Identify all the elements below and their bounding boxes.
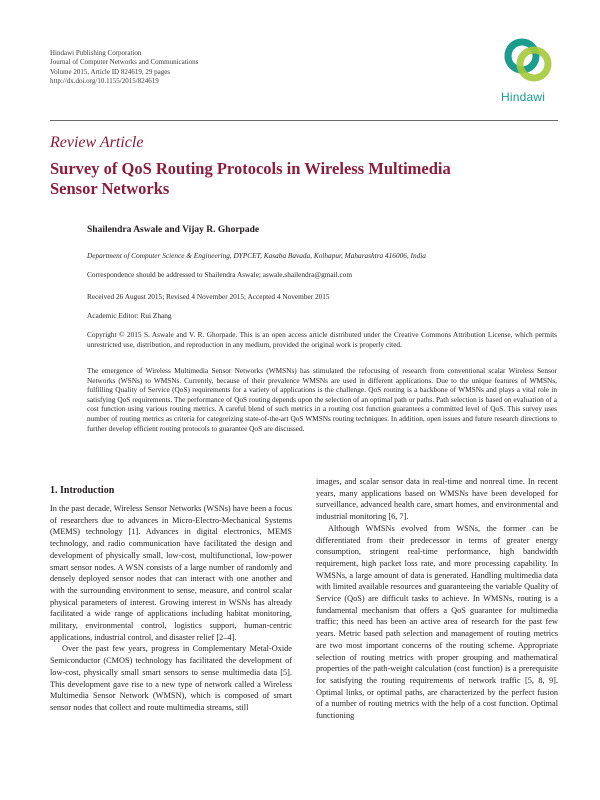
hindawi-logo-icon xyxy=(498,30,558,90)
affiliation: Department of Computer Science & Engineering, DYPCET, Kasaba Bavada, Kolhapur, Maharashtra 416006, India xyxy=(87,251,426,260)
journal-header xyxy=(50,49,198,86)
authors: Shailendra Aswale and Vijay R. Ghorpade xyxy=(87,225,260,235)
hindawi-logo xyxy=(498,30,558,110)
paragraph: Over the past few years, progress in Complementary Metal-Oxide Semiconductor (CMOS) technology has facilitated the development of low-cost, physically small smart sensors to sense multimedia data [5]. This development gave rise to a new type of network called a Wireless Multimedia Sensor Network (WMSN), which is composed of smart sensor nodes that collect and route multimedia streams, still xyxy=(50,644,292,712)
header-divider xyxy=(50,120,558,121)
abstract: The emergence of Wireless Multimedia Sensor Networks (WMSNs) has stimulated the refocusing of research from conventional scalar Wireless Sensor Networks (WSNs) to WMSNs. Currently, because of their prevalence WMSNs are used in different applications. Due to the unique features of WMSNs, fulfilling Quality of Service (QoS) requirements for a variety of applications is the challenge. QoS routing is a backbone of WMSNs and plays a vital role in satisfying QoS requirements. The performance of QoS routing depends upon the selection of an optimal path or paths. Path selection is based on evaluation of a cost function using various routing metrics. A careful blend of such metrics in a routing cost function guarantees a committed level of QoS. This survey uses number of routing metrics as criteria for categorizing state-of-the-art QoS WMSNs routing techniques. In addition, open issues and future research directions to further develop efficient routing protocols to guarantee QoS are discussed. xyxy=(87,366,557,433)
hindawi-logo-text: Hindawi xyxy=(501,90,546,104)
correspondence: Correspondence should be addressed to Shailendra Aswale; aswale.shailendra@gmail.com xyxy=(87,270,353,279)
volume-info: Volume 2015, Article ID 824619, 29 pages xyxy=(50,67,171,76)
right-column xyxy=(316,476,558,722)
paragraph: images, and scalar sensor data in real-time and nonreal time. In recent years, many applications based on WMSNs have been developed for surveillance, advanced health care, smart homes, and environmental and industrial monitoring [6, 7]. xyxy=(316,477,558,522)
academic-editor: Academic Editor: Rui Zhang xyxy=(87,311,172,320)
doi-link[interactable]: http://dx.doi.org/10.1155/2015/824619 xyxy=(50,76,159,85)
section-heading-introduction: 1. Introduction xyxy=(50,485,115,496)
paragraph: In the past decade, Wireless Sensor Networks (WSNs) have been a focus of researchers due to advances in Micro-Electro-Mechanical Systems (MEMS) technology [1]. Advances in digital electronics, MEMS technology, and radio communication have facilitated the design and development of physically small, low-cost, multifunctional, low-power smart sensor nodes. A WSN consists of a large number of randomly and densely deployed sensor nodes that can interact with one another and with the surrounding environment to sense, measure, and control scalar physical parameters of interest. Growing interest in WSNs has already facilitated a wide range of applications including habitat monitoring, military, environmental control, logistics support, human-centric applications, industrial control, and disaster relief [2–4]. xyxy=(50,504,292,642)
received-dates: Received 26 August 2015; Revised 4 November 2015; Accepted 4 November 2015 xyxy=(87,292,330,301)
paragraph: Although WMSNs evolved from WSNs, the former can be differentiated from their predecessor in terms of greater energy consumption, stringent real-time performance, high bandwidth requirement, high packet loss rate, and more processing capability. In WMSNs, a large amount of data is generated. Handling multimedia data with limited available resources and guaranteeing the variable Quality of Service (QoS) are difficult tasks to achieve. In WMSNs, routing is a fundamental mechanism that offers a QoS guarantee for multimedia traffic; this need has been an active area of research for the past few years. Metric based path selection and management of routing metrics are two most important concerns of the routing scheme. Appropriate selection of routing metrics with proper grouping and mathematical properties of the path-weight calculation (cost function) is a prerequisite for satisfying the routing requirements of network traffic [5, 8, 9]. Optimal links, or optimal paths, are characterized by the perfect fusion of a number of routing metrics with the help of a cost function. Optimal functioning xyxy=(316,523,558,721)
journal-name: Journal of Computer Networks and Communications xyxy=(50,58,199,67)
left-column xyxy=(50,503,292,714)
copyright-notice: Copyright © 2015 S. Aswale and V. R. Ghorpade. This is an open access article distributed under the Creative Commons Attribution License, which permits unrestricted use, distribution, and reproduction in any medium, provided the original work is properly cited. xyxy=(87,330,557,349)
publisher-name: Hindawi Publishing Corporation xyxy=(50,49,142,57)
paper-title: Survey of QoS Routing Protocols in Wireless Multimedia Sensor Networks xyxy=(50,159,451,198)
article-type: Review Article xyxy=(50,134,144,151)
